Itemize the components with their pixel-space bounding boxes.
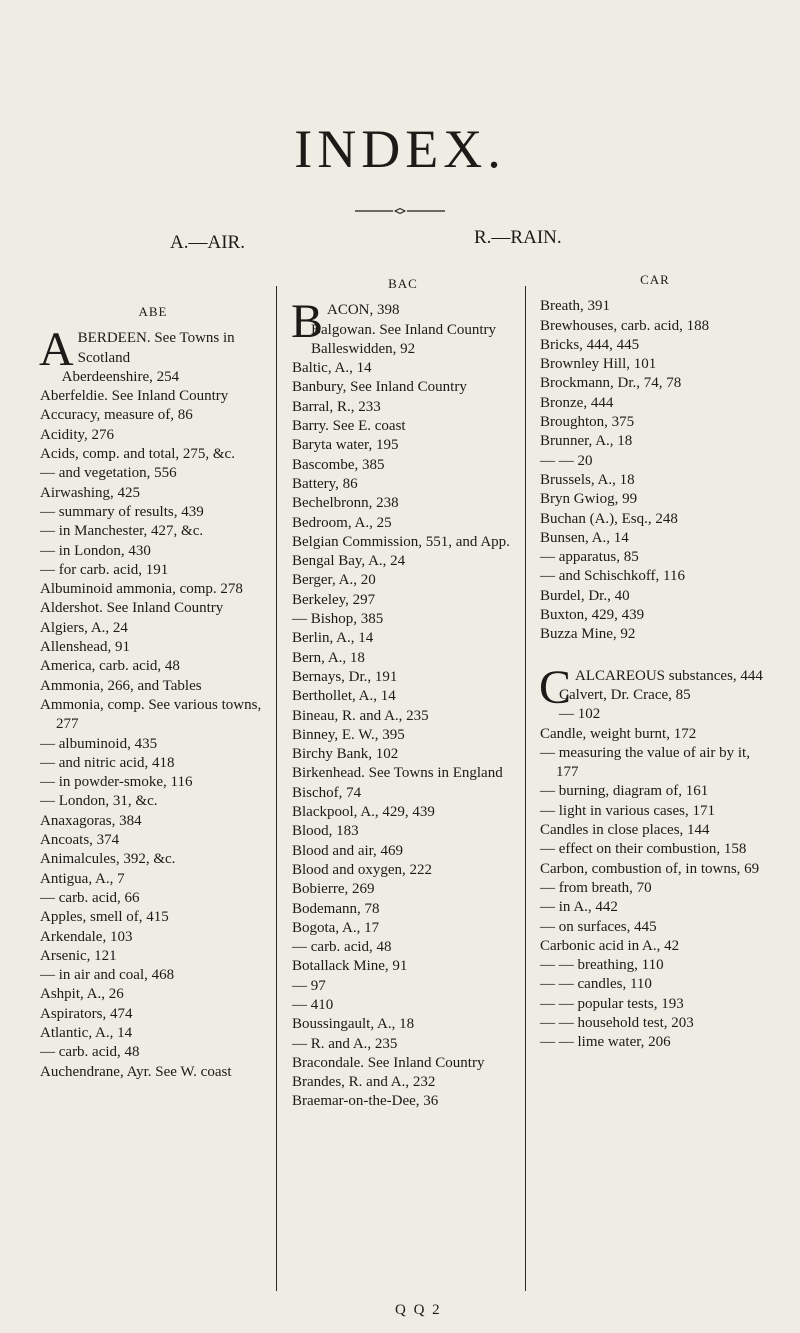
index-entry: Berger, A., 20 <box>292 572 376 589</box>
index-entry: Burdel, Dr., 40 <box>540 587 630 604</box>
index-entry: Boussingault, A., 18 <box>292 1016 415 1033</box>
index-entry: — for carb. acid, 191 <box>40 561 169 578</box>
index-entry: — apparatus, 85 <box>540 549 639 566</box>
drop-capital: B <box>291 295 324 349</box>
index-entry: — carb. acid, 66 <box>40 889 140 906</box>
index-entry: Berkeley, 297 <box>292 591 376 608</box>
index-entry: Calvert, Dr. Crace, 85 <box>559 686 691 703</box>
index-entry: Brandes, R. and A., 232 <box>292 1074 436 1091</box>
index-entry: Berthollet, A., 14 <box>292 688 396 705</box>
index-entry: Candle, weight burnt, 172 <box>540 725 697 742</box>
index-column-c <box>540 270 770 1053</box>
index-entry: Accuracy, measure of, 86 <box>40 407 193 424</box>
index-entry: Algiers, A., 24 <box>40 619 128 636</box>
index-entry: Broughton, 375 <box>540 414 635 431</box>
index-entry: Berlin, A., 14 <box>292 630 374 647</box>
index-column-b <box>292 274 514 1112</box>
index-entry: Bobierre, 269 <box>292 881 375 898</box>
index-entry: Birkenhead. See Towns in England <box>292 765 503 782</box>
index-entry: — 410 <box>292 996 334 1013</box>
index-entry: Aberfeldie. See Inland Country <box>40 388 229 405</box>
column-head: CAR <box>640 272 670 287</box>
index-entry: Bernays, Dr., 191 <box>292 668 398 685</box>
index-entry: — and nitric acid, 418 <box>40 754 175 771</box>
index-entry: — and vegetation, 556 <box>40 465 177 482</box>
index-entry: Bineau, R. and A., 235 <box>292 707 429 724</box>
index-entry: Antigua, A., 7 <box>40 870 125 887</box>
index-entry: — — lime water, 206 <box>540 1034 671 1051</box>
index-entry: — R. and A., 235 <box>292 1035 398 1052</box>
index-entry: Balleswidden, 92 <box>311 340 416 357</box>
index-entry: Ammonia, 266, and Tables <box>40 677 202 694</box>
index-entry: Buchan (A.), Esq., 248 <box>540 510 678 527</box>
index-entry: Brewhouses, carb. acid, 188 <box>540 317 710 334</box>
index-entry: — 102 <box>559 706 601 723</box>
index-entry: — in air and coal, 468 <box>40 967 175 984</box>
index-entry: — in Manchester, 427, &c. <box>40 523 204 540</box>
index-entry: Binney, E. W., 395 <box>292 726 405 743</box>
index-entry: — — 20 <box>540 452 593 469</box>
index-entry: Ashpit, A., 26 <box>40 986 124 1003</box>
index-entry: Balgowan. See Inland Country <box>311 321 496 338</box>
index-entry: Brockmann, Dr., 74, 78 <box>540 375 682 392</box>
index-entry: Buzza Mine, 92 <box>540 626 636 643</box>
index-entry: Blood and oxygen, 222 <box>292 861 432 878</box>
ornament-rule <box>355 208 445 214</box>
index-entry: Brunner, A., 18 <box>540 433 633 450</box>
page-title: INDEX. <box>294 119 506 179</box>
index-entry: Buxton, 429, 439 <box>540 607 645 624</box>
index-entry: Bedroom, A., 25 <box>292 514 392 531</box>
index-entry: Anaxagoras, 384 <box>40 812 142 829</box>
index-entry: — — breathing, 110 <box>540 957 664 974</box>
index-entry: Bengal Bay, A., 24 <box>292 553 406 570</box>
index-entry: — Bishop, 385 <box>292 611 384 628</box>
index-entry: — on surfaces, 445 <box>540 918 657 935</box>
index-entry: Birchy Bank, 102 <box>292 746 399 763</box>
index-entry: Carbonic acid in A., 42 <box>540 937 680 954</box>
index-entry: — — candles, 110 <box>540 976 652 993</box>
index-entry: Baryta water, 195 <box>292 437 399 454</box>
index-entry: Animalcules, 392, &c. <box>40 851 176 868</box>
index-entry: Bogota, A., 17 <box>292 919 380 936</box>
index-entry: — 97 <box>292 977 326 994</box>
index-entry: Bechelbronn, 238 <box>292 495 399 512</box>
index-entry: Bunsen, A., 14 <box>540 529 629 546</box>
index-entry: — in powder-smoke, 116 <box>40 774 193 791</box>
index-entry: — — popular tests, 193 <box>540 995 684 1012</box>
column-divider <box>276 286 277 1291</box>
index-entry: — — household test, 203 <box>540 1014 694 1031</box>
index-entry: Banbury, See Inland Country <box>292 379 467 396</box>
index-entry: Acids, comp. and total, 275, &c. <box>40 446 235 463</box>
index-entry-text: BERDEEN. See Towns in Scotland <box>77 330 235 366</box>
index-entry: Arsenic, 121 <box>40 947 117 964</box>
index-entry: Bern, A., 18 <box>292 649 365 666</box>
index-entry: Aberdeenshire, 254 <box>61 368 180 385</box>
index-entry: — and Schischkoff, 116 <box>540 568 685 585</box>
range-start: A.—AIR. <box>170 232 245 253</box>
drop-capital: A <box>39 323 74 377</box>
index-entry: Bracondale. See Inland Country <box>292 1054 485 1071</box>
index-entry: — from breath, 70 <box>540 879 652 896</box>
index-entry: Aspirators, 474 <box>40 1005 133 1022</box>
signature-mark: Q Q 2 <box>395 1302 442 1318</box>
index-entry: Bischof, 74 <box>292 784 362 801</box>
index-entry: Brussels, A., 18 <box>540 471 635 488</box>
index-entry: Bascombe, 385 <box>292 456 385 473</box>
index-entry: Blood and air, 469 <box>292 842 404 859</box>
index-entry: Barral, R., 233 <box>292 398 381 415</box>
range-end: R.—RAIN. <box>474 227 562 248</box>
index-entry: Arkendale, 103 <box>40 928 133 945</box>
index-entry: — in London, 430 <box>40 542 151 559</box>
entry-list <box>540 297 770 644</box>
entry-list <box>39 323 266 1082</box>
index-entry: Auchendrane, Ayr. See W. coast <box>40 1063 232 1080</box>
index-entry: Botallack Mine, 91 <box>292 958 408 975</box>
index-entry: Carbon, combustion of, in towns, 69 <box>540 860 760 877</box>
index-entry: Bricks, 444, 445 <box>540 336 640 353</box>
entry-list <box>291 295 514 1111</box>
index-entry: Apples, smell of, 415 <box>40 909 169 926</box>
index-entry: Albuminoid ammonia, comp. 278 <box>40 581 243 598</box>
index-entry: Battery, 86 <box>292 475 358 492</box>
drop-capital: C <box>539 660 572 714</box>
index-entry: Belgian Commission, 551, and App. <box>292 533 510 550</box>
index-entry: Atlantic, A., 14 <box>40 1024 133 1041</box>
index-entry: — in A., 442 <box>540 899 618 916</box>
index-entry: Baltic, A., 14 <box>292 360 372 377</box>
index-entry: Brownley Hill, 101 <box>540 356 657 373</box>
index-entry: Bodemann, 78 <box>292 900 380 917</box>
index-entry: Bryn Gwiog, 99 <box>540 491 638 508</box>
section-gap <box>540 645 770 667</box>
index-entry: — light in various cases, 171 <box>540 802 715 819</box>
index-entry-text: ALCAREOUS substances, 444 <box>575 667 763 684</box>
index-entry: Breath, 391 <box>540 298 610 315</box>
column-head: BAC <box>388 276 418 291</box>
index-entry: Ammonia, comp. See various towns, 277 <box>40 696 262 733</box>
index-entry: — burning, diagram of, 161 <box>540 783 709 800</box>
index-entry: Airwashing, 425 <box>40 484 140 501</box>
index-entry: Aldershot. See Inland Country <box>40 600 224 617</box>
index-entry: — London, 31, &c. <box>40 793 158 810</box>
index-entry: — carb. acid, 48 <box>292 939 392 956</box>
index-entry: America, carb. acid, 48 <box>40 658 180 675</box>
index-entry: — albuminoid, 435 <box>40 735 158 752</box>
index-entry: — carb. acid, 48 <box>40 1044 140 1061</box>
column-head: ABE <box>138 304 168 319</box>
index-column-a <box>40 302 266 1082</box>
index-entry: Blood, 183 <box>292 823 359 840</box>
index-entry: Candles in close places, 144 <box>540 822 710 839</box>
index-entry: Barry. See E. coast <box>292 418 406 435</box>
index-entry: Acidity, 276 <box>40 426 115 443</box>
column-divider <box>525 286 526 1291</box>
index-entry: Allenshead, 91 <box>40 639 130 656</box>
index-entry: — effect on their combustion, 158 <box>540 841 747 858</box>
index-entry: Ancoats, 374 <box>40 832 120 849</box>
index-entry: Blackpool, A., 429, 439 <box>292 804 435 821</box>
entry-list <box>539 660 770 1053</box>
index-entry: — summary of results, 439 <box>40 503 204 520</box>
index-entry: Bronze, 444 <box>540 394 614 411</box>
index-entry-text: ACON, 398 <box>327 302 400 319</box>
index-entry: Braemar-on-the-Dee, 36 <box>292 1093 439 1110</box>
index-entry: — measuring the value of air by it, 177 <box>540 744 750 781</box>
